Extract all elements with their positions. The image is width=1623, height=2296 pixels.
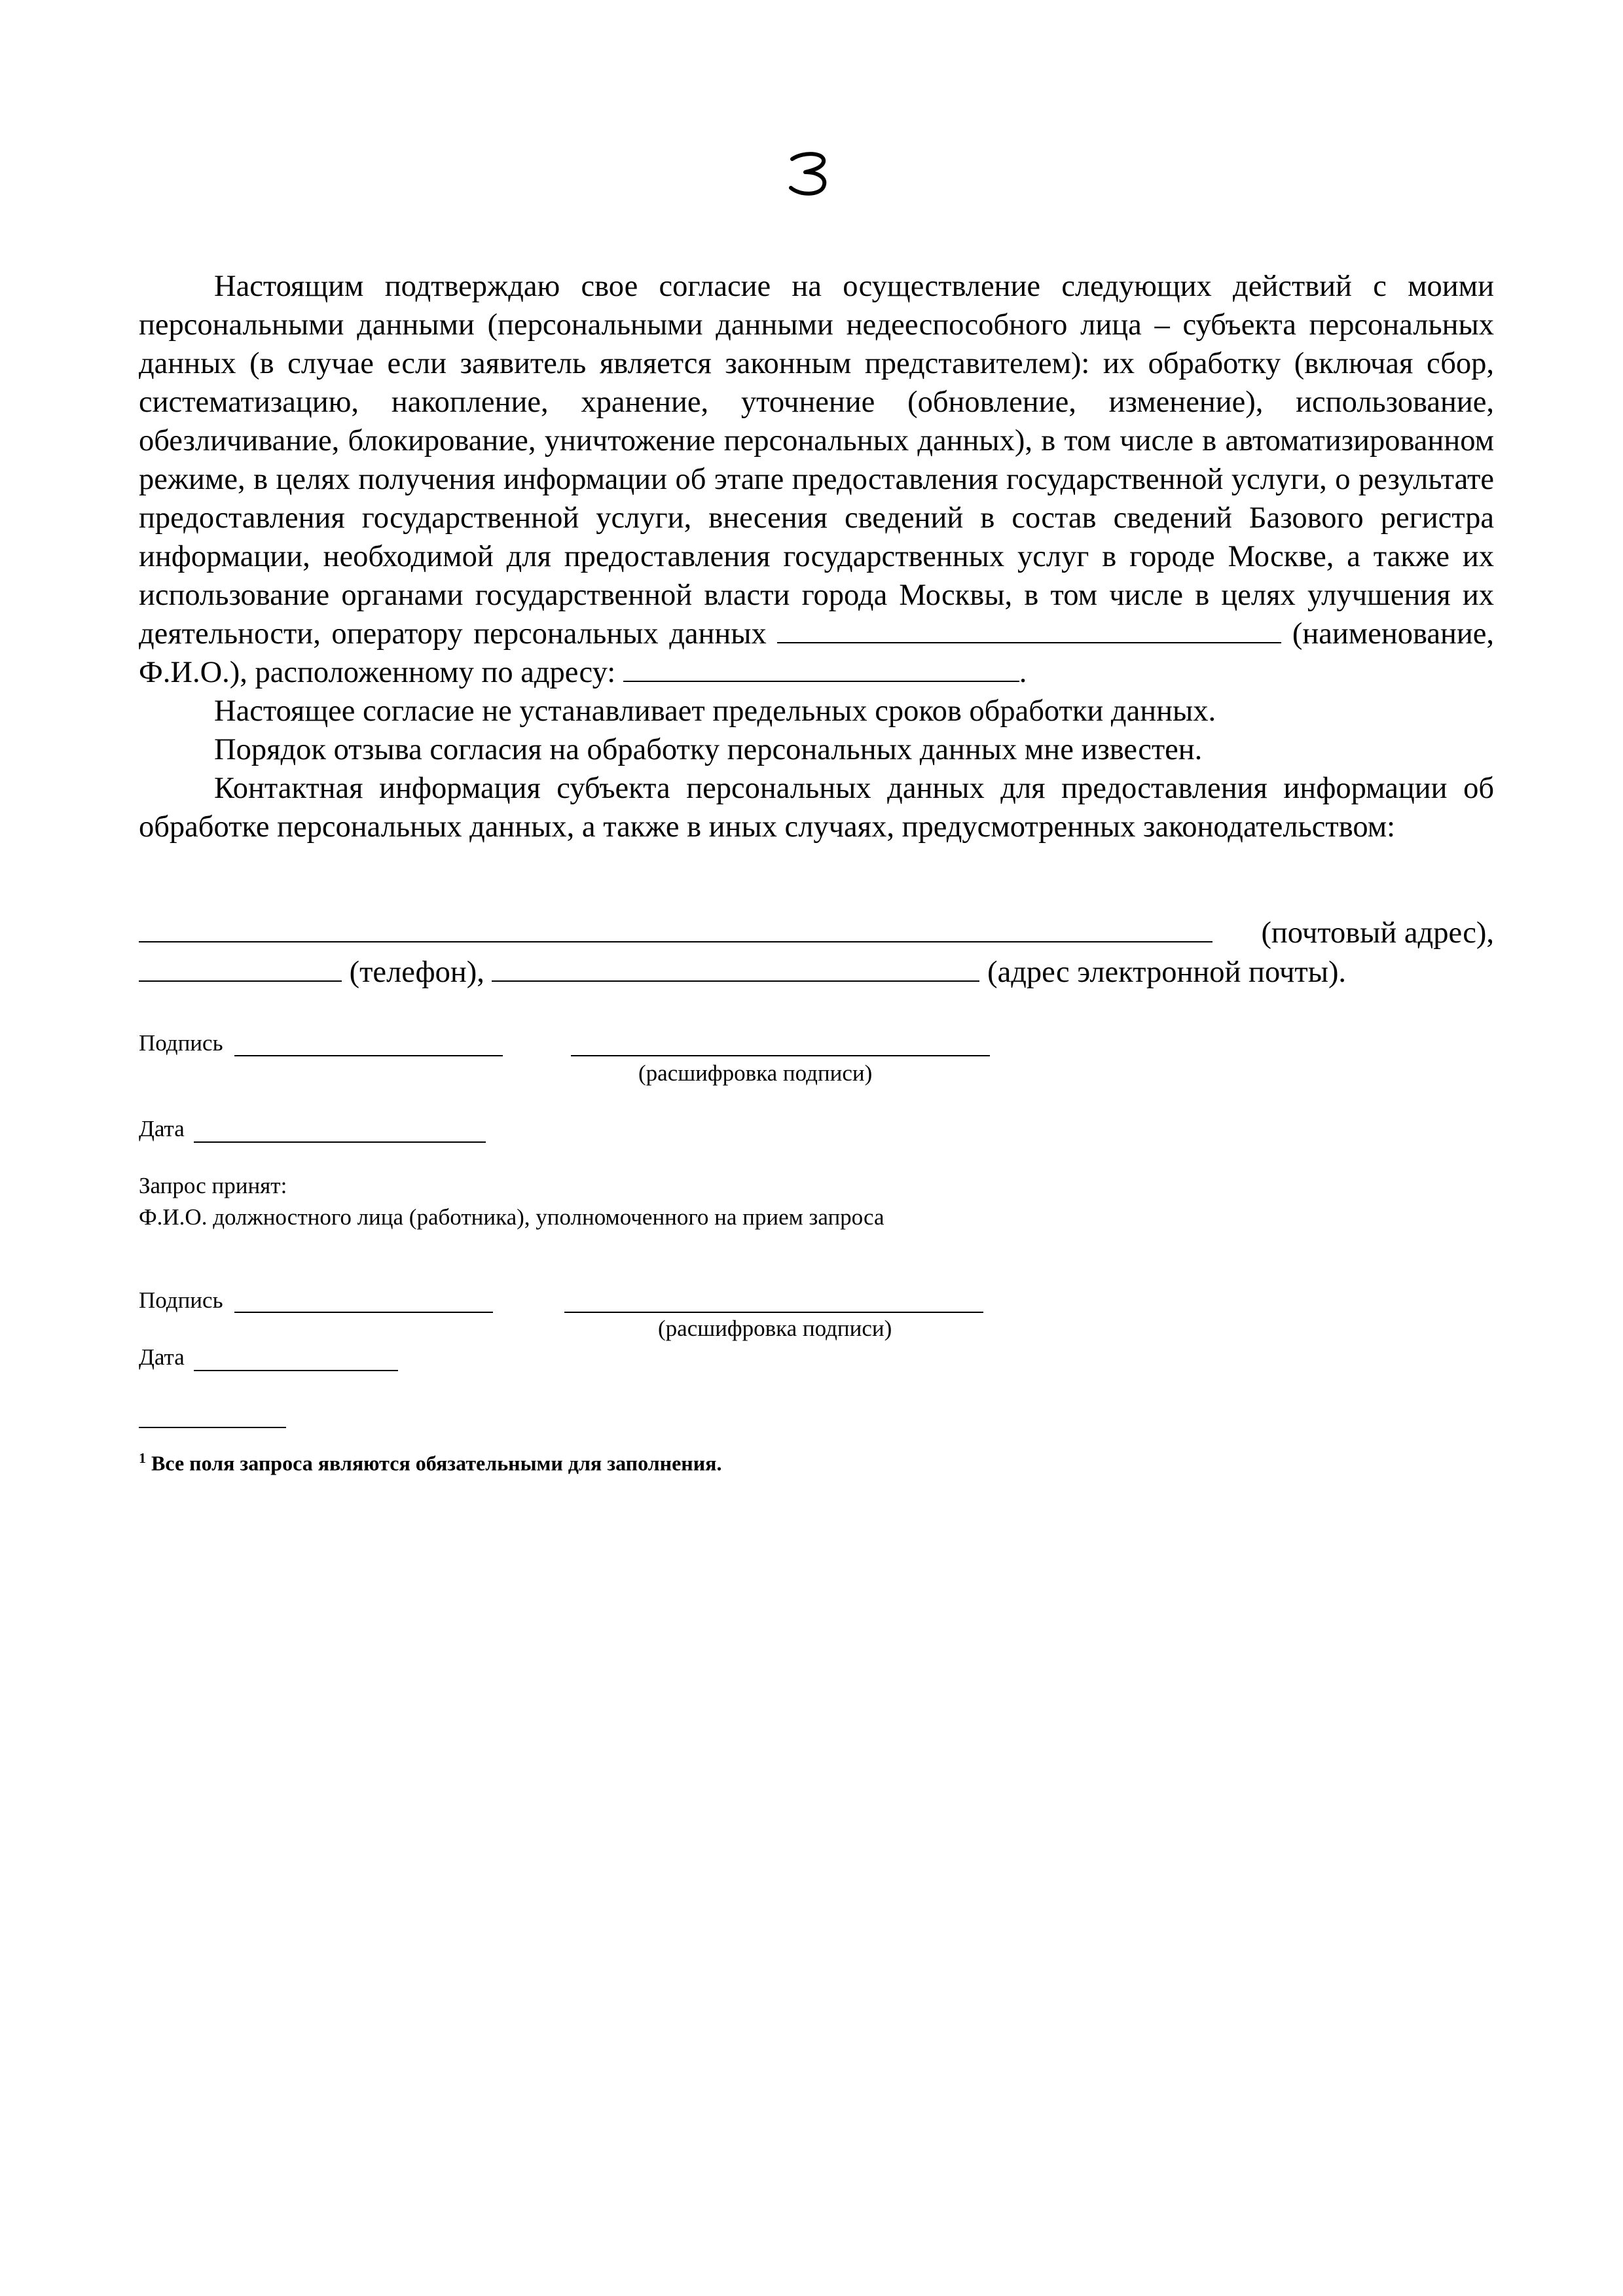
date-field[interactable] (194, 1141, 486, 1143)
consent-paragraph: Настоящим подтверждаю свое согласие на осуществление следующих действий с моими персональными данными (персональными данными недееспособного лица – субъекта персональных данных (в случае если заявитель является законным представителем): их обработку (включая сбор, систематизацию, накопление, хранение, уточнение (обновление, изменение), использование, обезличивание, блокирование, уничтожение персональных данных), в том числе в автоматизированном режиме, в целях получения информации об этапе предоставления государственной услуги, о результате предоставления государственной услуги, внесения сведений в состав сведений Базового регистра информации, необходимой для предоставления государственных услуг в городе Москве, а также их использование органами государственной власти города Москвы, в том числе в целях улучшения их деятельности, оператору персональных данных (наименование, Ф.И.О.), расположенному по адресу: . (139, 270, 1494, 689)
phone-email-row: (телефон), (адрес электронной почты). (139, 953, 1514, 992)
signature-label: Подпись (139, 1030, 223, 1056)
operator-address-field[interactable] (623, 655, 1019, 682)
official-signature-decoding-caption: (расшифровка подписи) (658, 1316, 892, 1341)
postal-address-field[interactable] (139, 915, 1213, 942)
official-name-label: Ф.И.О. должностного лица (работника), уполномоченного на прием запроса (139, 1204, 884, 1230)
official-date-label: Дата (139, 1344, 185, 1370)
postal-row: (почтовый адрес), (139, 914, 1494, 952)
request-accepted-heading: Запрос принят: (139, 1173, 287, 1198)
footnote-separator (139, 1427, 286, 1428)
date-label: Дата (139, 1116, 185, 1141)
footnote-text: Все поля запроса являются обязательными для заполнения. (151, 1451, 722, 1475)
official-date-field[interactable] (194, 1370, 398, 1371)
operator-field[interactable] (777, 616, 1281, 643)
contact-info-paragraph: Контактная информация субъекта персональных данных для предоставления информации об обработке персональных данных, а также в иных случаях, предусмотренных законодательством: (139, 772, 1494, 844)
official-signature-label: Подпись (139, 1287, 223, 1313)
signature-field[interactable] (234, 1055, 503, 1056)
signature-decoding-field[interactable] (571, 1055, 990, 1056)
footnote (139, 1450, 721, 1476)
email-field[interactable] (492, 954, 979, 982)
official-signature-field[interactable] (234, 1312, 493, 1313)
official-signature-decoding-field[interactable] (564, 1312, 983, 1313)
revocation-paragraph: Порядок отзыва согласия на обработку персональных данных мне известен. (214, 733, 1203, 766)
footnote-marker: 1 (139, 1450, 146, 1466)
consent-term-paragraph: Настоящее согласие не устанавливает предельных сроков обработки данных. (214, 694, 1216, 728)
signature-decoding-caption: (расшифровка подписи) (638, 1060, 873, 1086)
phone-field[interactable] (139, 954, 342, 982)
consent-text (139, 267, 1494, 846)
page-number (778, 147, 843, 200)
